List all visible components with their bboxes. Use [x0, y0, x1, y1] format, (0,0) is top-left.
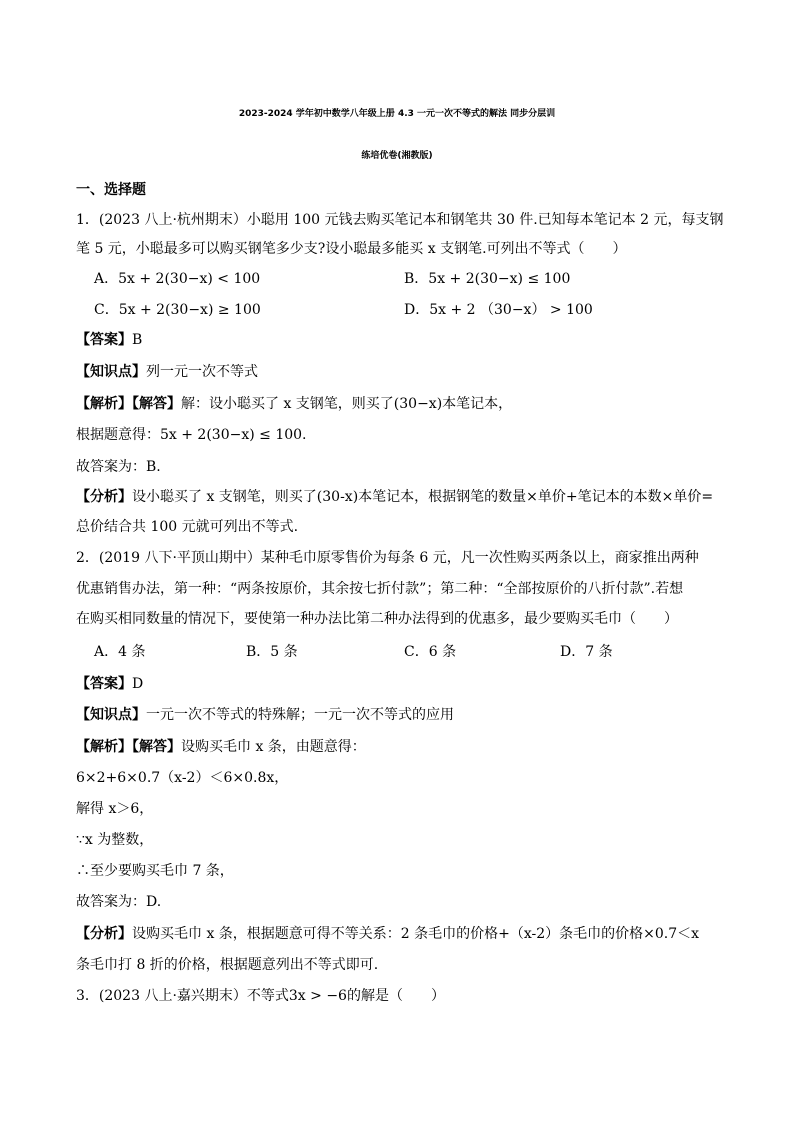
q2-analysis-line2: 条毛巾打 8 折的价格，根据题意列出不等式即可.	[76, 957, 379, 973]
document-title-line1: 2023-2024 学年初中数学八年级上册 4.3 一元一次不等式的解法 同步分层训	[238, 109, 556, 119]
q2-solution-line4: ∵x 为整数，	[76, 832, 154, 848]
q2-solution-line3: 解得 x＞6，	[76, 801, 154, 817]
q2-answer	[76, 674, 143, 694]
q1-analysis-line2: 总价结合共 100 元就可列出不等式.	[76, 519, 299, 535]
q2-stem-line3: 在购买相同数量的情况下，要使第一种办法比第二种办法得到的优惠多，最少要购买毛巾（ ）	[76, 611, 678, 627]
q2-sol-tag: 【解析】【解答】	[76, 739, 181, 755]
q2-option-c: C．6 条	[404, 644, 457, 660]
q3-stem-line1: 3．(2023 八上·嘉兴期末）不等式3x > −6的解是（ ）	[76, 988, 445, 1004]
q2-sol-text1: 设购买毛巾 x 条，由题意得：	[181, 739, 366, 755]
q1-answer-value: B	[132, 332, 143, 348]
q1-an-text1: 设小聪买了 x 支钢笔，则买了(30-x)本笔记本，根据钢笔的数量×单价+笔记本的本数×单价=	[132, 489, 714, 505]
q2-option-a: A．4 条	[94, 644, 146, 660]
q1-option-a: A．5x + 2(30−x) < 100	[94, 271, 261, 287]
q1-kp-tag: 【知识点】	[76, 364, 146, 380]
q1-analysis-line1	[76, 487, 713, 507]
q2-solution-line6: 故答案为：D.	[76, 894, 162, 910]
q2-stem-line1: 2．(2019 八下·平顶山期中）某种毛巾原零售价为每条 6 元，凡一次性购买两条以上，商家推出两种	[76, 550, 699, 566]
document-title-line2: 练培优卷(湘教版)	[361, 151, 433, 161]
q2-knowledge-point	[76, 705, 454, 725]
q2-stem-line2: 优惠销售办法，第一种：“两条按原价，其余按七折付款”；第二种：“全部按原价的八折付款”.若想	[76, 581, 684, 597]
q1-an-tag: 【分析】	[76, 489, 132, 505]
q2-analysis-line1	[76, 924, 699, 944]
q2-solution-line5: ∴至少要购买毛巾 7 条，	[76, 863, 234, 879]
q1-kp-text: 列一元一次不等式	[146, 364, 258, 380]
q2-solution-line1	[76, 737, 366, 757]
q1-option-b: B．5x + 2(30−x) ≤ 100	[404, 271, 571, 287]
section-heading: 一、选择题	[76, 182, 146, 198]
q2-solution-line2: 6×2+6×0.7（x-2）＜6×0.8x，	[76, 770, 289, 786]
q1-sol-text1: 解：设小聪买了 x 支钢笔，则买了(30−x)本笔记本，	[181, 396, 513, 412]
q2-an-text1: 设购买毛巾 x 条，根据题意可得不等关系：2 条毛巾的价格+（x-2）条毛巾的价格×0.7＜x	[132, 926, 700, 942]
q1-sol-tag: 【解析】【解答】	[76, 396, 181, 412]
q1-option-c: C．5x + 2(30−x) ≥ 100	[94, 302, 261, 318]
q1-solution-line3: 故答案为：B.	[76, 459, 161, 475]
q2-answer-value: D	[132, 676, 144, 692]
q1-stem-line2: 笔 5 元，小聪最多可以购买钢笔多少支?设小聪最多能买 x 支钢笔.可列出不等式（ ）	[76, 241, 627, 257]
q1-option-d: D．5x + 2 （30−x） > 100	[404, 302, 593, 318]
q2-kp-tag: 【知识点】	[76, 707, 146, 723]
q2-an-tag: 【分析】	[76, 926, 132, 942]
q1-solution-line1	[76, 394, 512, 414]
q1-answer-tag: 【答案】	[76, 332, 132, 348]
q1-stem-line1: 1．(2023 八上·杭州期末）小聪用 100 元钱去购买笔记本和钢笔共 30 件.已知每本笔记本 2 元，每支钢	[76, 212, 724, 228]
q2-kp-text: 一元一次不等式的特殊解；一元一次不等式的应用	[146, 707, 454, 723]
q2-option-d: D．7 条	[560, 644, 613, 660]
q1-knowledge-point	[76, 362, 258, 382]
q1-solution-line2: 根据题意得：5x + 2(30−x) ≤ 100.	[76, 427, 307, 443]
q2-answer-tag: 【答案】	[76, 676, 132, 692]
q1-answer	[76, 330, 142, 350]
q2-option-b: B．5 条	[246, 644, 298, 660]
